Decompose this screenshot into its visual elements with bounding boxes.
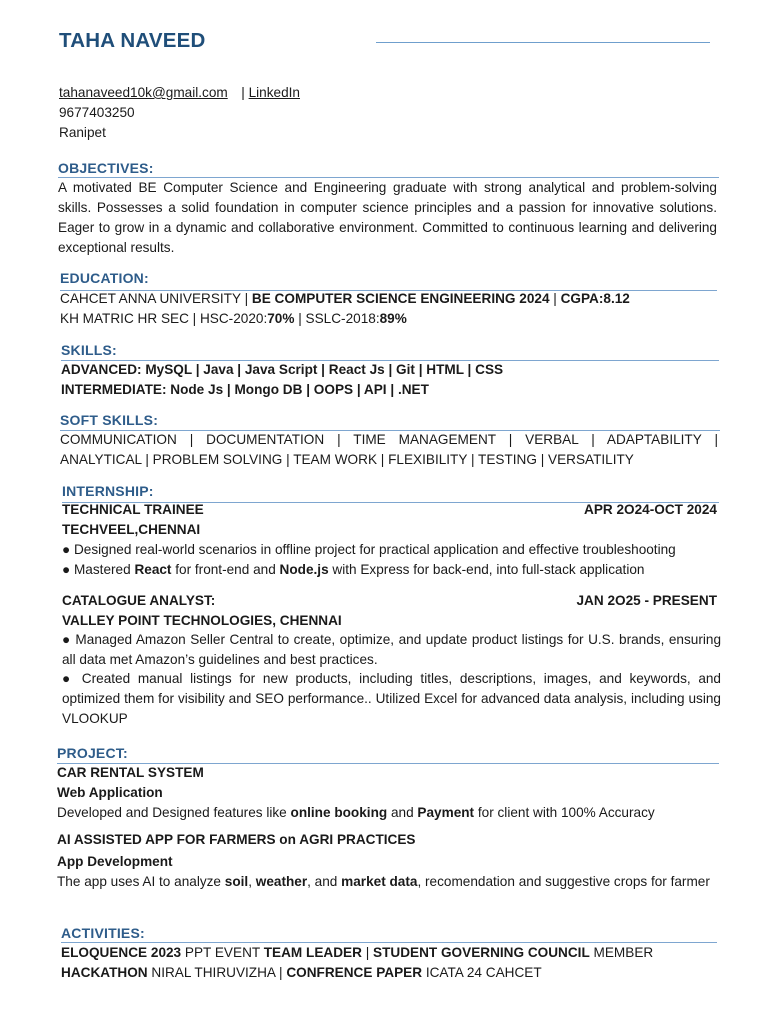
activity-1 <box>61 943 653 963</box>
job2-bullet-1: ● Managed Amazon Seller Central to create, optimize, and update product listings for U.S. brands, ensuring all data met Amazon’s guidelines and best practices. <box>62 632 721 667</box>
location: Ranipet <box>59 125 106 140</box>
job1-dates: APR 2O24-OCT 2024 <box>584 502 717 517</box>
job2-company: VALLEY POINT TECHNOLOGIES, CHENNAI <box>62 613 342 628</box>
edu-separator: | <box>549 291 561 306</box>
activity-bold: ELOQUENCE 2023 <box>61 945 182 960</box>
advanced-skills: ADVANCED: MySQL | Java | Java Script | React Js | Git | HTML | CSS <box>61 362 504 377</box>
name-divider <box>376 42 710 43</box>
activity-2 <box>61 963 542 983</box>
phone-number: 9677403250 <box>59 105 135 120</box>
sslc-label: | SSLC-2018: <box>294 311 380 326</box>
react-keyword: React <box>134 562 172 577</box>
activity-bold: HACKATHON <box>61 965 148 980</box>
desc-text: , and <box>307 874 342 889</box>
contact-separator: | <box>241 85 245 100</box>
project2-description <box>57 872 717 892</box>
education-school <box>60 309 407 329</box>
activity-text: PPT EVENT <box>181 945 264 960</box>
sslc-score: 89% <box>379 311 407 326</box>
skills-heading: SKILLS: <box>61 342 117 358</box>
desc-bold: weather <box>255 874 308 889</box>
project2-type: App Development <box>57 854 173 869</box>
soft-skills-line-1: COMMUNICATION | DOCUMENTATION | TIME MANAGEMENT | VERBAL | ADAPTABILITY | <box>60 432 718 447</box>
project-heading: PROJECT: <box>57 745 128 761</box>
project1-description <box>57 803 655 823</box>
university-name: CAHCET ANNA UNIVERSITY | <box>60 291 252 306</box>
activity-bold: STUDENT GOVERNING COUNCIL <box>373 945 590 960</box>
activity-bold: TEAM LEADER <box>263 945 362 960</box>
desc-bold: online booking <box>290 805 388 820</box>
education-university <box>60 289 630 309</box>
bullet-text: ● Mastered <box>62 562 135 577</box>
school-name: KH MATRIC HR SEC | HSC-2020: <box>60 311 268 326</box>
internship-heading: INTERNSHIP: <box>62 483 154 499</box>
project1-type: Web Application <box>57 785 163 800</box>
intermediate-skills: INTERMEDIATE: Node Js | Mongo DB | OOPS | API | .NET <box>61 382 429 397</box>
desc-text: and <box>387 805 418 820</box>
objectives-heading: OBJECTIVES: <box>58 160 154 176</box>
activity-text: MEMBER <box>589 945 654 960</box>
desc-bold: soil <box>224 874 249 889</box>
contact-line <box>59 83 300 103</box>
desc-text: for client with 100% Accuracy <box>474 805 655 820</box>
hsc-score: 70% <box>267 311 295 326</box>
desc-text: , <box>248 874 256 889</box>
linkedin-link[interactable]: LinkedIn <box>248 85 300 100</box>
job1-bullet-1: ● Designed real-world scenarios in offline project for practical application and effective troubleshooting <box>62 542 676 557</box>
education-heading: EDUCATION: <box>60 270 149 286</box>
node-keyword: Node.js <box>279 562 329 577</box>
cgpa: CGPA:8.12 <box>560 291 630 306</box>
email-link[interactable]: tahanaveed10k@gmail.com <box>59 85 228 100</box>
soft-skills-heading: SOFT SKILLS: <box>60 412 159 428</box>
bullet-text: for front-end and <box>171 562 280 577</box>
job2-bullet-2: ● Created manual listings for new products, including titles, descriptions, images, and keywords, and optimized them for visibility and SEO performance.. Utilized Excel for advanced data analysis, including using VLOOKUP <box>62 671 721 726</box>
project2-title: AI ASSISTED APP FOR FARMERS on AGRI PRACTICES <box>57 832 416 847</box>
activity-text: | <box>361 945 374 960</box>
activities-heading: ACTIVITIES: <box>61 925 145 941</box>
bullet-text: with Express for back-end, into full-stack application <box>328 562 645 577</box>
activity-text: ICATA 24 CAHCET <box>422 965 542 980</box>
desc-text: The app uses AI to analyze <box>57 874 225 889</box>
job2-title: CATALOGUE ANALYST: <box>62 593 216 608</box>
job1-title: TECHNICAL TRAINEE <box>62 502 204 517</box>
soft-skills-line-2: ANALYTICAL | PROBLEM SOLVING | TEAM WORK | FLEXIBILITY | TESTING | VERSATILITY <box>60 452 634 467</box>
job1-company: TECHVEEL,CHENNAI <box>62 522 201 537</box>
activity-bold: CONFRENCE PAPER <box>286 965 423 980</box>
desc-text: Developed and Designed features like <box>57 805 291 820</box>
desc-bold: Payment <box>417 805 475 820</box>
candidate-name: TAHA NAVEED <box>59 29 206 52</box>
degree: BE COMPUTER SCIENCE ENGINEERING 2024 <box>251 291 550 306</box>
desc-bold: market data <box>341 874 418 889</box>
job2-dates: JAN 2O25 - PRESENT <box>576 593 717 608</box>
objectives-text: A motivated BE Computer Science and Engineering graduate with strong analytical and problem-solving skills. Possesses a solid foundation in computer science principles and a passion for innovative solutions. Eager to grow in a dynamic and collaborative environment. Committed to continuous learning and delivering exceptional results. <box>58 180 717 255</box>
project1-title: CAR RENTAL SYSTEM <box>57 765 204 780</box>
activity-text: NIRAL THIRUVIZHA | <box>147 965 287 980</box>
job1-bullet-2 <box>62 560 644 580</box>
desc-text: , recomendation and suggestive crops for farmer <box>417 874 710 889</box>
